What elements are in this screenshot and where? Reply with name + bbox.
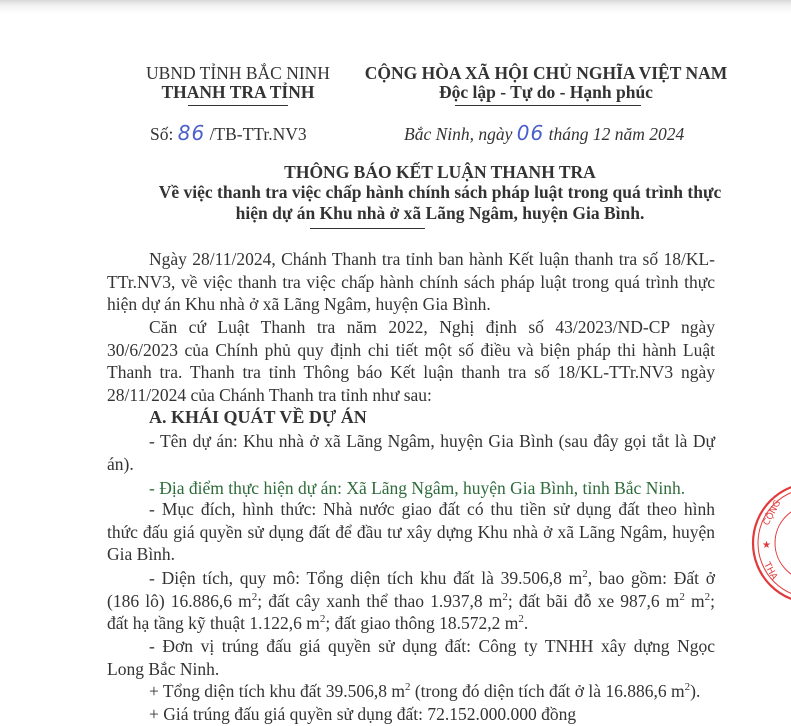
parent-organization: UBND TỈNH BẮC NINH [146, 63, 330, 83]
header-left-divider [188, 105, 288, 106]
paragraph-line: - Đơn vị trúng đấu giá quyền sử dụng đất: Công ty TNHH xây dựng Ngọc [149, 636, 715, 656]
paragraph-line: Thanh tra. Thanh tra tỉnh Thông báo Kết luận thanh tra số 18/KL-TTr.NV3 ngày [107, 362, 715, 382]
svg-text:THA: THA [761, 560, 779, 582]
paragraph-line: 30/6/2023 của Chính phủ quy định chi tiết một số điều và biện pháp thi hành Luật [107, 339, 715, 360]
paragraph-line: hiện dự án Khu nhà ở xã Lãng Ngâm, huyện Gia Bình. [107, 294, 491, 314]
paragraph-line: Long Bắc Ninh. [107, 658, 220, 679]
paragraph-line: TTr.NV3, về việc thanh tra việc chấp hành chính sách pháp luật trong quá trình thực [107, 271, 715, 292]
item-area [107, 567, 715, 635]
item-location: - Địa điểm thực hiện dự án: Xã Lãng Ngâm, huyện Gia Bình, tỉnh Bắc Ninh. [149, 478, 686, 498]
document-subtitle-line-2: hiện dự án Khu nhà ở xã Lãng Ngâm, huyện Gia Bình. [235, 203, 645, 223]
item-project-name [107, 430, 715, 475]
svg-text:CỘNG: CỘNG [761, 498, 784, 528]
paragraph-line: 28/11/2024 của Chánh Thanh tra tỉnh như sau: [107, 384, 432, 405]
title-divider [310, 228, 425, 229]
national-title: CỘNG HÒA XÃ HỘI CHỦ NGHĨA VIỆT NAM [364, 63, 728, 83]
paragraph-intro [107, 248, 715, 316]
day-handwritten: 06 [516, 121, 545, 145]
document-subtitle-line-1: Về việc thanh tra việc chấp hành chính sách pháp luật trong quá trình thực [158, 182, 722, 202]
place-and-date [404, 121, 684, 145]
paragraph-line: án). [107, 453, 134, 474]
document-number [150, 121, 307, 145]
paragraph-line: - Diện tích, quy mô: Tổng diện tích khu đất là 39.506,8 $m^2$, bao gồm: Đất ở [149, 568, 715, 588]
paragraph-line: - Tên dự án: Khu nhà ở xã Lãng Ngâm, huyện Gia Bình (sau đây gọi tắt là Dự [149, 431, 715, 451]
scan-top-shadow [0, 0, 791, 14]
place-date-suffix: tháng 12 năm 2024 [548, 124, 685, 144]
paragraph-line: Căn cứ Luật Thanh tra năm 2022, Nghị định số 43/2023/ND-CP ngày [149, 317, 715, 337]
svg-text:★: ★ [762, 540, 771, 551]
place-date-prefix: Bắc Ninh, ngày [404, 124, 513, 144]
paragraph-line: Ngày 28/11/2024, Chánh Thanh tra tỉnh ban hành Kết luận thanh tra số 18/KL- [149, 249, 715, 269]
paragraph-line: Gia Bình. [107, 544, 176, 564]
document-title: THÔNG BÁO KẾT LUẬN THANH TRA [284, 162, 596, 182]
paragraph-legal-basis [107, 316, 715, 406]
paragraph-line: thức đấu giá quyền sử dụng đất để đầu tư xây dựng Khu nhà ở xã Lãng Ngâm, huyện [107, 521, 715, 542]
item-purpose [107, 498, 715, 566]
issuing-organization: THANH TRA TỈNH [161, 82, 315, 102]
section-a-heading: A. KHÁI QUÁT VỀ DỰ ÁN [149, 407, 367, 427]
official-seal-icon [748, 478, 791, 608]
header-right-divider [455, 105, 641, 106]
item-auction-winner [107, 635, 715, 680]
document-number-handwritten: 86 [177, 121, 206, 145]
national-motto: Độc lập - Tự do - Hạnh phúc [439, 82, 653, 102]
paragraph-line: - Mục đích, hình thức: Nhà nước giao đất có thu tiền sử dụng đất theo hình [149, 499, 715, 519]
document-number-suffix: /TB-TTr.NV3 [209, 124, 307, 144]
item-total-area: + Tổng diện tích khu đất 39.506,8 $m^2$ (trong đó diện tích đất ở là 16.886,6 $m^2$). [149, 681, 701, 701]
paragraph-line: (186 lô) 16.886,6 $m^2$; đất cây xanh thể thao 1.937,8 $m^2$; đất bãi đỗ xe 987,6 $m^2$ $m^2$; [107, 590, 715, 611]
paragraph-line: đất hạ tầng kỹ thuật 1.122,6 $m^2$; đất giao thông 18.572,2 $m^2$. [107, 613, 529, 633]
document-number-prefix: Số: [150, 124, 174, 144]
item-auction-price: + Giá trúng đấu giá quyền sử dụng đất: 72.152.000.000 đồng [149, 704, 577, 724]
